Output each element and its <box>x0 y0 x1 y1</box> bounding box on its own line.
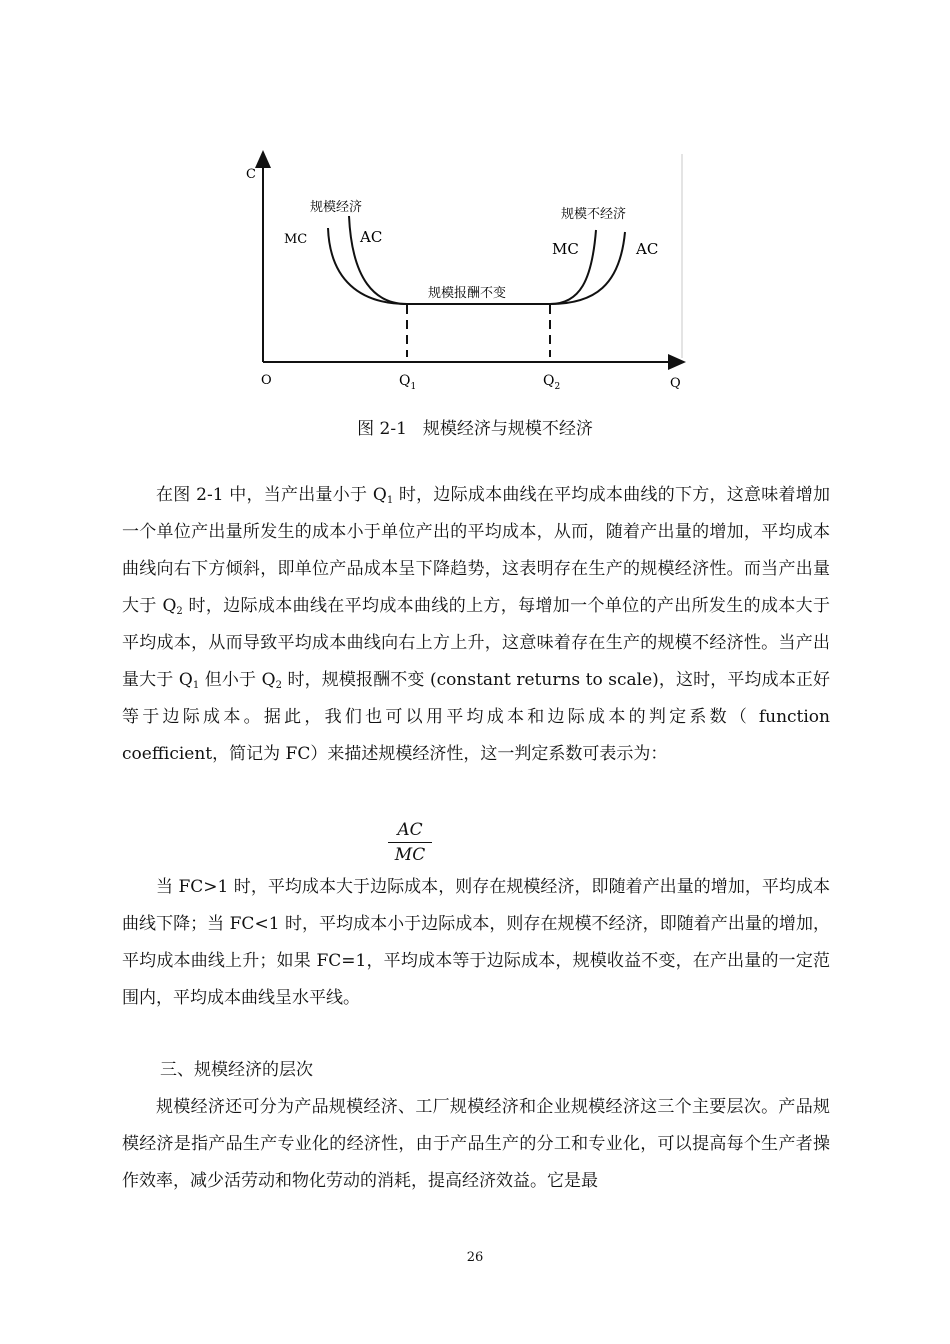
origin-label: O <box>261 373 272 388</box>
y-axis-label: C <box>246 167 256 182</box>
paragraph-3: 规模经济还可分为产品规模经济、工厂规模经济和企业规模经济这三个主要层次。产品规模经济是指产品生产专业化的经济性，由于产品生产的分工和专业化，可以提高每个生产者操作效率，减少活劳动和物化劳动的消耗，提高经济效益。它是最 <box>122 1097 830 1191</box>
page-number: 26 <box>466 1250 484 1265</box>
mc-label-left: MC <box>284 232 308 247</box>
figure-caption-text: 规模经济与规模不经济 <box>422 419 593 439</box>
figure-economies-of-scale <box>230 140 700 405</box>
section-title: 三、规模经济的层次 <box>160 1060 313 1080</box>
paragraph-1: 在图 2-1 中，当产出量小于 $Q_1$ 时，边际成本曲线在平均成本曲线的下方，这意味着增加一个单位产出量所发生的成本小于单位产出的平均成本，从而，随着产出量的增加，平均成本曲线向右下方倾斜，即单位产品成本呈下降趋势，这表明存在生产的规模经济性。而当产出量大于 $Q_2$ 时，边际成本曲线在平均成本曲线的上方，每增加一个单位的产出所发生的成本大于平均成本，从而导致平均成本曲线向右上方上升，这意味着存在生产的规模不经济性。当产出量大于 $Q_1$ 但小于 $Q_2$ 时，规模报酬不变 (constant returns to scale)，这时，平均成本正好等于边际成本。据此，我们也可以用平均成本和边际成本的判定系数（ function coefficient，简记为 FC）来描述规模经济性，这一判定系数可表示为： <box>122 485 831 764</box>
figure-caption-number: 图 2-1 <box>357 419 407 439</box>
figure-caption <box>0 414 950 439</box>
ac-label-left: AC <box>360 228 383 246</box>
fc-formula <box>380 818 440 867</box>
x-axis-label: Q <box>670 376 681 391</box>
ac-label-right: AC <box>636 240 659 258</box>
diseconomies-of-scale-label: 规模不经济 <box>561 207 627 222</box>
formula-denominator: MC <box>394 845 426 865</box>
mc-label-right: MC <box>552 240 579 258</box>
q2-label: $Q_2$ <box>543 373 561 392</box>
paragraph-2: 当 FC>1 时，平均成本大于边际成本，则存在规模经济，即随着产出量的增加，平均成本曲线下降；当 FC<1 时，平均成本小于边际成本，则存在规模不经济，即随着产出量的增加，平均成本曲线上升；如果 FC=1，平均成本等于边际成本，规模收益不变，在产出量的一定范围内，平均成本曲线呈水平线。 <box>122 877 830 1008</box>
q1-label: $Q_1$ <box>399 373 417 392</box>
formula-numerator: AC <box>397 820 423 840</box>
cost-curve-diagram <box>230 140 700 405</box>
constant-returns-label: 规模报酬不变 <box>428 286 507 301</box>
economies-of-scale-label: 规模经济 <box>310 200 363 215</box>
